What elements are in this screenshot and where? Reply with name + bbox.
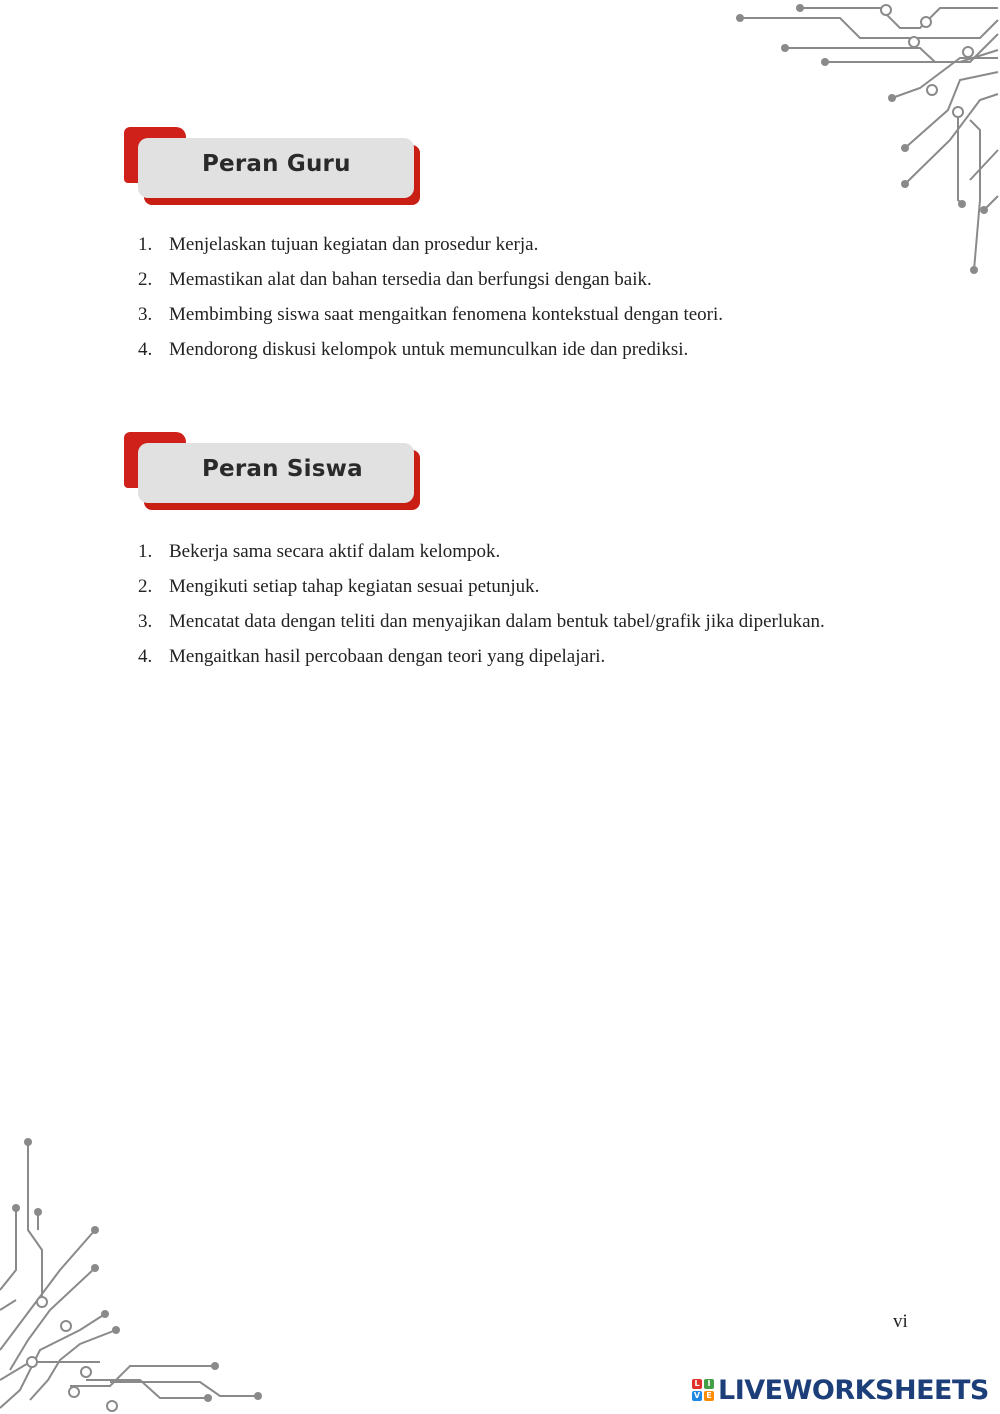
list-item: 4. Mengaitkan hasil percobaan dengan teori yang dipelajari. [138,646,606,667]
brand-name: LIVEWORKSHEETS [718,1374,989,1406]
list-item: 2. Mengikuti setiap tahap kegiatan sesuai petunjuk. [138,576,540,597]
list-item: 1. Menjelaskan tujuan kegiatan dan prosedur kerja. [138,234,539,255]
list-item: 1. Bekerja sama secara aktif dalam kelompok. [138,541,501,562]
peran-siswa-list [138,541,825,681]
circuit-decoration-bottom-left [0,1130,280,1414]
list-item: 4. Mendorong diskusi kelompok untuk memunculkan ide dan prediksi. [138,339,689,360]
section-title: Peran Guru [202,151,351,177]
section-title: Peran Siswa [202,456,363,482]
list-item: 3. Membimbing siswa saat mengaitkan fenomena kontekstual dengan teori. [138,304,724,325]
list-item: 2. Memastikan alat dan bahan tersedia dan berfungsi dengan baik. [138,269,652,290]
page-number: vi [893,1311,908,1332]
section-header-peran-siswa [124,432,424,516]
peran-guru-list [138,234,723,374]
list-item: 3. Mencatat data dengan teliti dan menyajikan dalam bentuk tabel/grafik jika diperlukan. [138,611,825,632]
circuit-decoration-top-right [720,0,1000,290]
section-header-peran-guru [124,127,424,211]
logo-grid-icon: L I V E [692,1379,714,1401]
liveworksheets-logo[interactable] [692,1374,989,1406]
